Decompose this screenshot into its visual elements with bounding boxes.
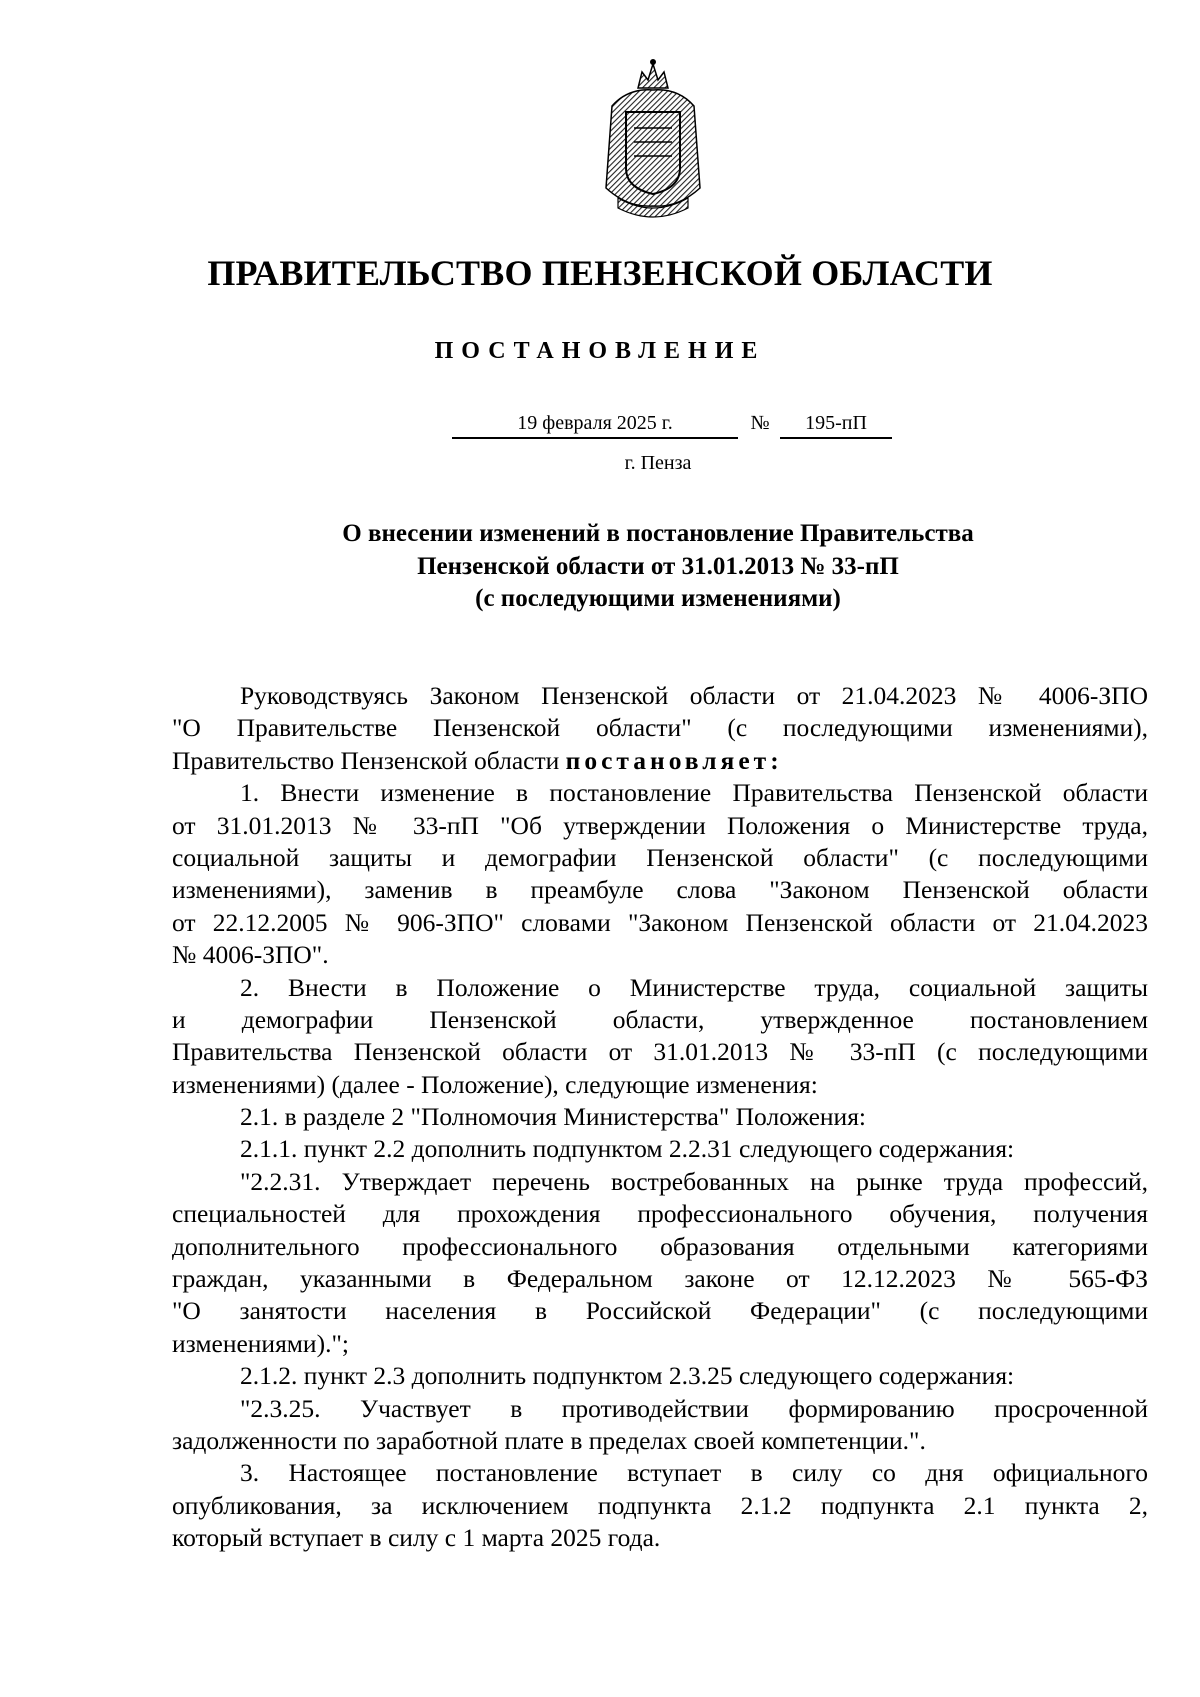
subject-line: О внесении изменений в постановление Правительства [342, 520, 974, 547]
government-title: ПРАВИТЕЛЬСТВО ПЕНЗЕНСКОЙ ОБЛАСТИ [207, 253, 993, 293]
body-line: 2.1. в разделе 2 "Полномочия Министерства" Положения: [240, 1102, 867, 1132]
body-line: опубликования, за исключением подпункта 2.1.2 подпункта 2.1 пункта 2, [172, 1490, 1148, 1520]
number-sign: № [750, 412, 770, 434]
body-line: от 22.12.2005 № 906-ЗПО" словами "Законом Пензенской области от 21.04.2023 [172, 907, 1148, 937]
resolves-word: постановляет: [565, 745, 783, 775]
body-line: 2. Внести в Положение о Министерстве труда, социальной защиты [240, 972, 1148, 1002]
body-line: 2.1.2. пункт 2.3 дополнить подпунктом 2.3.25 следующего содержания: [240, 1361, 1015, 1391]
document-date: 19 февраля 2025 г. [452, 412, 738, 439]
body-line: "2.3.25. Участвует в противодействии формированию просроченной [240, 1393, 1148, 1423]
body-text: Правительство Пензенской области [172, 745, 560, 775]
subject-line: Пензенской области от 31.01.2013 № 33-пП [417, 552, 899, 580]
body-line: граждан, указанными в Федеральном законе от 12.12.2023 № 565-ФЗ [172, 1264, 1148, 1294]
body-line: от 31.01.2013 № 33-пП "Об утверждении Положения о Министерстве труда, [172, 810, 1148, 840]
body-line: 1. Внести изменение в постановление Правительства Пензенской области [240, 778, 1148, 808]
body-line: и демографии Пензенской области, утвержденное постановлением [172, 1004, 1148, 1034]
body-line: изменениями), заменив в преамбуле слова "Законом Пензенской области [172, 875, 1148, 905]
body-line: "О занятости населения в Российской Федерации" (с последующими [172, 1296, 1148, 1326]
document-body [172, 680, 1148, 1555]
document-number: 195-пП [780, 412, 892, 439]
body-line: 3. Настоящее постановление вступает в силу со дня официального [240, 1458, 1148, 1488]
body-line: Руководствуясь Законом Пензенской области от 21.04.2023 № 4006-ЗПО [240, 681, 1148, 710]
subject-line: (с последующими изменениями) [475, 585, 841, 612]
body-line: изменениями)."; [172, 1328, 349, 1358]
body-line: задолженности по заработной плате в пределах своей компетенции.". [172, 1425, 926, 1455]
body-line: социальной защиты и демографии Пензенской области" (с последующими [172, 842, 1148, 872]
body-line: который вступает в силу с 1 марта 2025 года. [172, 1523, 661, 1553]
body-line: 2.1.1. пункт 2.2 дополнить подпунктом 2.2.31 следующего содержания: [240, 1134, 1015, 1164]
document-subject [0, 518, 1200, 616]
body-line: Правительства Пензенской области от 31.01.2013 № 33-пП (с последующими [172, 1037, 1148, 1067]
coat-of-arms-emblem-icon [598, 58, 708, 218]
body-line: специальностей для прохождения профессионального обучения, получения [172, 1199, 1148, 1229]
document-type: ПОСТАНОВЛЕНИЕ [434, 338, 766, 364]
body-line: изменениями) (далее - Положение), следующие изменения: [172, 1069, 818, 1099]
body-line: № 4006-ЗПО". [172, 940, 329, 970]
body-line: "2.2.31. Утверждает перечень востребованных на рынке труда профессий, [240, 1166, 1148, 1196]
date-number-line [452, 412, 892, 442]
city: г. Пенза [624, 452, 692, 474]
body-line: дополнительного профессионального образования отдельными категориями [172, 1231, 1148, 1261]
body-line: "О Правительстве Пензенской области" (с последующими изменениями), [172, 713, 1148, 743]
body-line [172, 745, 1148, 777]
